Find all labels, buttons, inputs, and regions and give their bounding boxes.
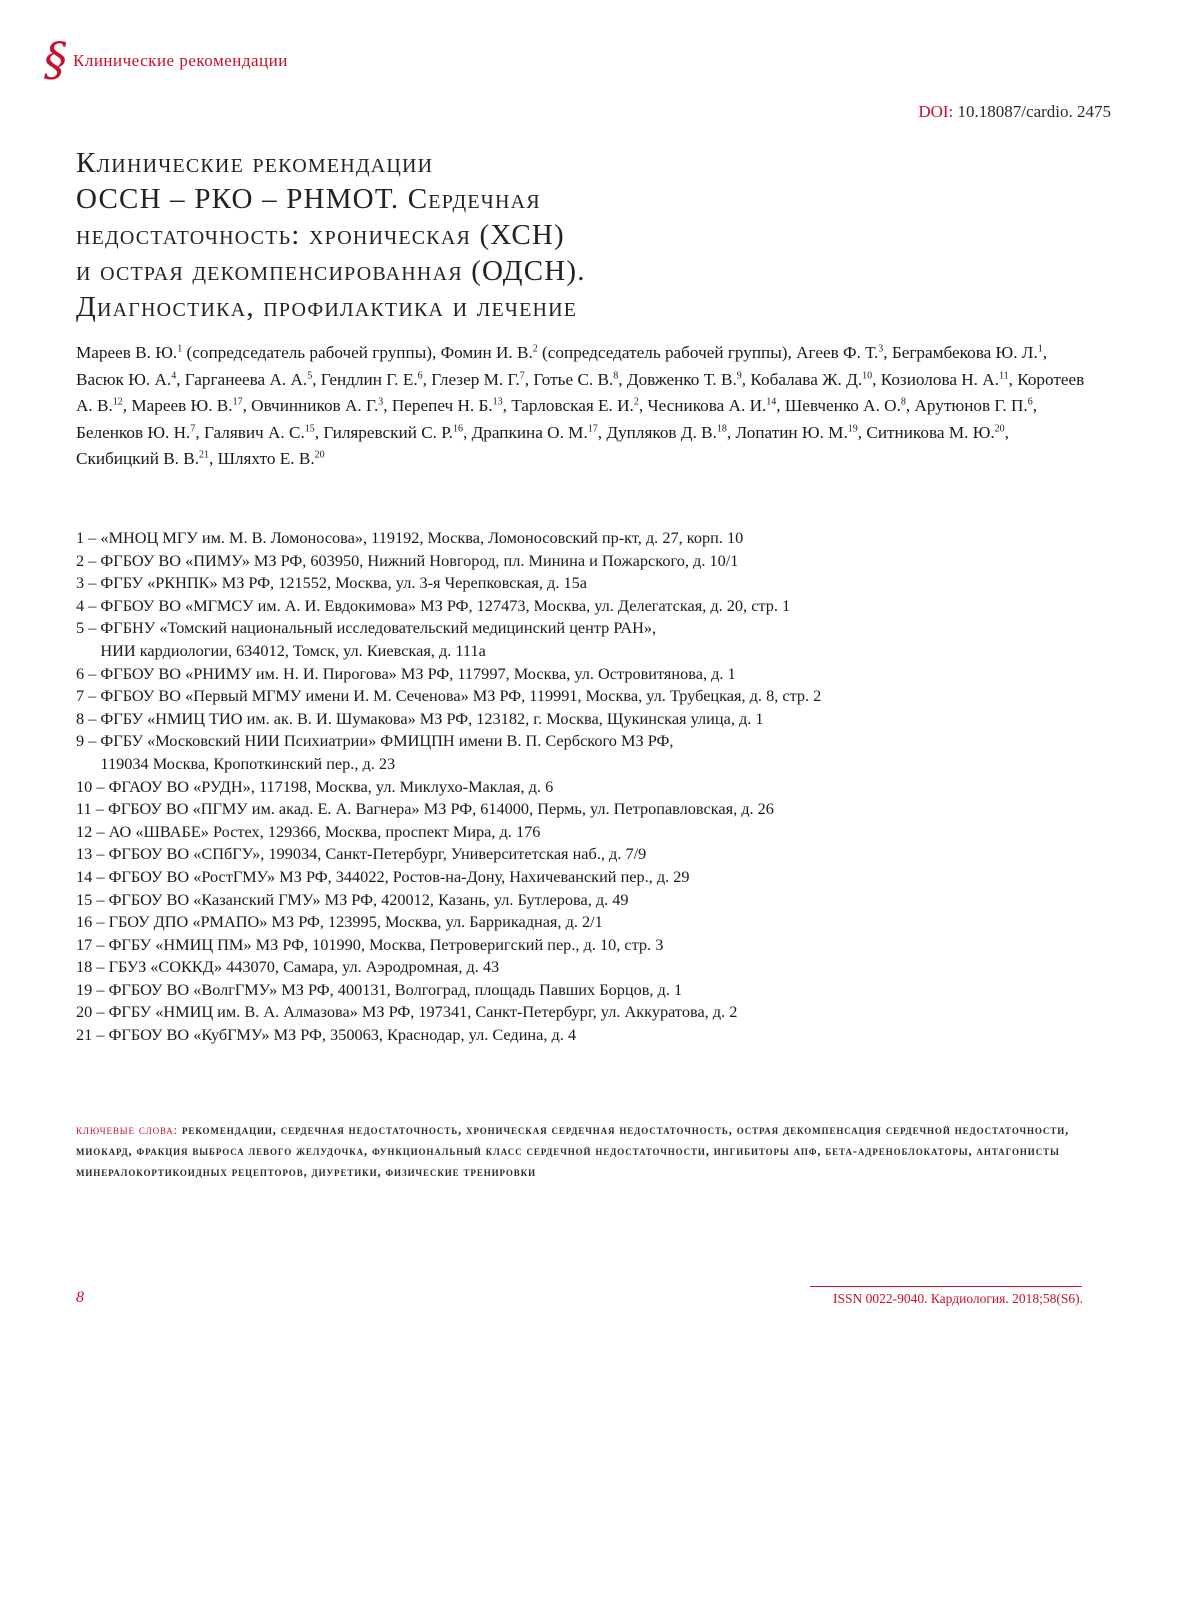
author-affiliation-ref: 3 [378,396,384,408]
author-affiliation-ref: 2 [633,396,639,408]
affiliation-line: ФГБНУ «Томский национальный исследовательский медицинский центр РАН», [100,618,657,638]
affiliation-text [109,956,500,979]
author-list: Мареев В. Ю.$^1$ (сопредседатель рабочей группы), Фомин И. В.$^2$ (сопредседатель рабочей группы), Агеев Ф. Т.$^3$, Беграмбекова Ю. Л.$^1$, Васюк Ю. А.$^4$, Гарганеева А. А.$^5$, Гендлин Г. Е.$^6$, Глезер М. Г.$^7$, Готье С. В.$^8$, Довженко Т. В.$^9$, Кобалава Ж. Д.$^{10}$, Козиолова Н. А.$^{11}$, Коротеев А. В.$^{12}$, Мареев Ю. В.$^{17}$, Овчинников А. Г.$^3$, Перепеч Н. Б.$^{13}$, Тарловская Е. И.$^2$, Чесникова А. И.$^{14}$, Шевченко А. О.$^8$, Арутюнов Г. П.$^6$, Беленков Ю. Н.$^7$, Галявич А. С.$^{15}$, Гиляревский С. Р.$^{16}$, Драпкина О. М.$^{17}$, Дупляков Д. В.$^{18}$, Лопатин Ю. М.$^{19}$, Ситникова М. Ю.$^{20}$, Скибицкий В. В.$^{21}$, Шляхто Е. В.$^{20}$ [76,343,1085,469]
doi-value: 10.18087/cardio. 2475 [957,102,1111,121]
affiliation-item [76,776,1086,799]
author-name: Гиляревский С. Р. [323,422,453,442]
author-name: Перепеч Н. Б. [391,396,493,416]
author-name: Драпкина О. М. [471,422,588,442]
author-affiliation-ref: 14 [766,396,777,408]
author-name: Васюк Ю. А. [76,369,172,389]
affiliation-item [76,911,1086,934]
affiliation-item [76,798,1086,821]
section-header [44,32,288,86]
author-name: Коротеев А. В. [76,369,1085,416]
title-line: Клинические рекомендации [76,147,434,179]
affiliation-number: 1 – [76,528,101,547]
affiliation-text [109,866,690,889]
affiliation-line: ГБУЗ «СОККД» 443070, Самара, ул. Аэродромная, д. 43 [108,957,500,977]
title-line: и острая декомпенсированная (ОДСН). [76,255,586,287]
doi[interactable] [918,102,1111,122]
author-affiliation-ref: 9 [736,369,742,381]
affiliation-number: 17 – [76,934,109,954]
title-line: недостаточность: хроническая (ХСН) [76,219,565,251]
affiliation-line: ФГБОУ ВО «СПбГУ», 199034, Санкт-Петербург, Университетская наб., д. 7/9 [108,844,647,864]
affiliation-text [100,617,656,662]
affiliation-text [109,843,647,866]
affiliation-line: ФГБОУ ВО «РНИМУ им. Н. И. Пирогова» МЗ РФ, 117997, Москва, ул. Островитянова, д. 1 [100,663,736,683]
affiliation-number: 12 – [76,821,109,841]
author-affiliation-ref: 4 [171,369,177,381]
author-name: Шляхто Е. В. [217,449,315,469]
affiliation-text [100,595,790,618]
affiliation-line: ФГАОУ ВО «РУДН», 117198, Москва, ул. Миклухо-Маклая, д. 6 [108,776,554,796]
affiliation-text [109,911,603,934]
author-name: Ситникова М. Ю. [866,422,995,442]
author-affiliation-ref: 7 [190,423,196,435]
affiliation-line: ФГБОУ ВО «РостГМУ» МЗ РФ, 344022, Ростов-на-Дону, Нахичеванский пер., д. 29 [108,866,690,886]
author-affiliation-ref: 15 [304,423,315,435]
author-name: Глезер М. Г. [431,369,520,389]
affiliation-item [76,572,1086,595]
author-affiliation-ref: 5 [307,369,313,381]
affiliation-number: 4 – [76,595,101,615]
author-name: Галявич А. С. [203,422,305,442]
affiliation-item [76,956,1086,979]
affiliation-line: ФГБОУ ВО «Казанский ГМУ» МЗ РФ, 420012, Казань, ул. Бутлерова, д. 49 [108,889,629,909]
affiliation-text [109,1001,738,1024]
affiliation-item [76,685,1086,708]
affiliation-line: ФГБОУ ВО «Первый МГМУ имени И. М. Сеченова» МЗ РФ, 119991, Москва, ул. Трубецкая, д. 8, стр. 2 [100,686,822,706]
author-affiliation-ref: 8 [613,369,619,381]
affiliation-number: 19 – [76,979,109,999]
affiliation-line: ГБОУ ДПО «РМАПО» МЗ РФ, 123995, Москва, ул. Баррикадная, д. 2/1 [108,912,603,932]
affiliation-text [109,821,541,844]
author-affiliation-ref: 11 [999,369,1009,381]
affiliation-line: АО «ШВАБЕ» Ростех, 129366, Москва, проспект Мира, д. 176 [108,821,541,841]
affiliation-item [76,617,1086,662]
author-name: Беленков Ю. Н. [76,422,191,442]
affiliation-text [109,1024,577,1047]
affiliation-text [100,550,738,573]
author-affiliation-ref: 10 [862,369,873,381]
affiliation-number: 16 – [76,912,109,932]
section-sign-icon: § [44,32,67,86]
author-name: Беграмбекова Ю. Л. [891,343,1038,362]
author-affiliation-ref: 17 [587,423,598,435]
affiliation-number: 8 – [76,708,101,728]
author-name: Чесникова А. И. [647,396,767,416]
affiliation-item [76,527,1086,550]
affiliation-number: 3 – [76,573,101,593]
author-name: Мареев В. Ю. [76,343,178,362]
affiliation-line: ФГБОУ ВО «МГМСУ им. А. И. Евдокимова» МЗ РФ, 127473, Москва, ул. Делегатская, д. 20, стр. 1 [100,595,791,615]
affiliation-text [109,776,554,799]
affiliation-text [100,527,743,550]
affiliation-item [76,821,1086,844]
affiliation-line: ФГБУ «РКНПК» МЗ РФ, 121552, Москва, ул. 3-я Черепковская, д. 15а [100,573,587,593]
author-affiliation-ref: 17 [232,396,243,408]
affiliation-number: 9 – [76,731,101,751]
affiliation-item [76,1024,1086,1047]
author-affiliation-ref: 16 [452,423,463,435]
author-affiliation-ref: 1 [1037,343,1043,355]
affiliation-text [100,663,735,686]
page-number: 8 [76,1289,84,1306]
affiliation-line: ФГБУ «Московский НИИ Психиатрии» ФМИЦПН имени В. П. Сербского МЗ РФ, [100,731,674,751]
author-name: Мареев Ю. В. [131,396,233,416]
author-name: Дупляков Д. В. [606,422,717,442]
author-name: Кобалава Ж. Д. [750,369,863,389]
affiliation-number: 10 – [76,776,109,796]
affiliation-number: 6 – [76,663,101,683]
author-name: Скибицкий В. В. [76,449,200,469]
affiliation-item [76,889,1086,912]
author-affiliation-ref: 20 [994,423,1005,435]
journal-reference: ISSN 0022-9040. Кардиология. 2018;58(S6). [832,1291,1083,1306]
author-affiliation-ref: 7 [519,369,525,381]
affiliation-line: ФГБУ «НМИЦ ТИО им. ак. В. И. Шумакова» МЗ РФ, 123182, г. Москва, Щукинская улица, д. 1 [100,708,764,728]
affiliation-item [76,866,1086,889]
author-affiliation-ref: 18 [716,423,727,435]
affiliation-list [76,527,1086,1047]
title-line: ОССН – РКО – РНМОТ. Сердечная [76,183,541,215]
affiliation-text [100,708,763,731]
keywords-text: рекомендации, сердечная недостаточность, хроническая сердечная недостаточность, острая декомпенсация сердечной недостаточности, миокард, фракция выброса левого желудочка, функциональный класс сердечной недостаточности, ингибиторы апф, бета-адреноблокаторы, антагонисты минералокортикоидных рецепторов, диуретики, физические тренировки [76,1123,1070,1179]
article-title [76,145,836,325]
doi-key: DOI: [918,102,954,121]
affiliation-number: 18 – [76,957,109,977]
affiliation-line: ФГБОУ ВО «КубГМУ» МЗ РФ, 350063, Краснодар, ул. Седина, д. 4 [108,1025,577,1045]
affiliation-item [76,843,1086,866]
author-name: Овчинников А. Г. [251,396,379,416]
affiliation-number: 11 – [76,799,108,819]
author-affiliation-ref: 1 [177,343,183,355]
affiliation-text [109,889,629,912]
affiliation-number: 7 – [76,686,101,706]
affiliation-line: ФГБУ «НМИЦ ПМ» МЗ РФ, 101990, Москва, Петроверигский пер., д. 10, стр. 3 [108,934,664,954]
affiliation-line: ФГБОУ ВО «ВолгГМУ» МЗ РФ, 400131, Волгоград, площадь Павших Борцов, д. 1 [108,979,683,999]
keywords-label: ключевые слова: [76,1123,179,1137]
title-line: Диагностика, профилактика и лечение [76,291,578,323]
author-role: (сопредседатель рабочей группы) [182,343,432,362]
author-role: (сопредседатель рабочей группы) [537,343,788,362]
affiliation-text [100,572,587,595]
affiliation-line: ФГБОУ ВО «ПИМУ» МЗ РФ, 603950, Нижний Новгород, пл. Минина и Пожарского, д. 10/1 [100,550,739,570]
affiliation-text [100,730,673,775]
affiliation-item [76,550,1086,573]
affiliation-number: 5 – [76,618,101,638]
affiliation-number: 13 – [76,844,109,864]
keywords [76,1120,1086,1183]
author-name: Лопатин Ю. М. [735,422,848,442]
affiliation-line: «МНОЦ МГУ им. М. В. Ломоносова», 119192, Москва, Ломоносовский пр-кт, д. 27, корп. 10 [100,528,744,547]
author-affiliation-ref: 13 [492,396,503,408]
affiliation-number: 21 – [76,1025,109,1045]
affiliation-item [76,663,1086,686]
affiliation-line: 119034 Москва, Кропоткинский пер., д. 23 [100,753,396,773]
author-name: Готье С. В. [533,369,614,389]
affiliation-text [100,685,821,708]
affiliation-line: ФГБУ «НМИЦ им. В. А. Алмазова» МЗ РФ, 197341, Санкт-Петербург, ул. Аккуратова, д. 2 [108,1002,738,1022]
affiliation-item [76,934,1086,957]
affiliation-number: 14 – [76,866,109,886]
author-name: Агеев Ф. Т. [796,343,879,362]
affiliation-item [76,979,1086,1002]
affiliation-number: 15 – [76,889,109,909]
author-affiliation-ref: 12 [112,396,123,408]
affiliation-text [109,934,664,957]
author-name: Гендлин Г. Е. [320,369,418,389]
author-affiliation-ref: 6 [1027,396,1033,408]
author-name: Гарганеева А. А. [184,369,308,389]
affiliation-line: НИИ кардиологии, 634012, Томск, ул. Киевская, д. 111а [100,640,486,660]
affiliation-number: 2 – [76,550,101,570]
author-affiliation-ref: 2 [532,343,538,355]
affiliation-number: 20 – [76,1002,109,1022]
author-affiliation-ref: 20 [314,449,325,461]
affiliation-item [76,708,1086,731]
author-name: Довженко Т. В. [626,369,737,389]
author-affiliation-ref: 21 [199,449,210,461]
footer-divider [810,1286,1082,1287]
section-label: Клинические рекомендации [73,51,288,70]
author-name: Фомин И. В. [440,343,533,362]
affiliation-line: ФГБОУ ВО «ПГМУ им. акад. Е. А. Вагнера» МЗ РФ, 614000, Пермь, ул. Петропавловская, д. 26 [107,799,774,819]
author-name: Козиолова Н. А. [880,369,999,389]
affiliation-item [76,595,1086,618]
affiliation-text [109,979,683,1002]
author-affiliation-ref: 19 [847,423,858,435]
author-name: Арутюнов Г. П. [914,396,1028,416]
author-affiliation-ref: 8 [900,396,906,408]
affiliation-item [76,730,1086,775]
author-affiliation-ref: 6 [417,369,423,381]
author-name: Тарловская Е. И. [511,396,634,416]
author-name: Шевченко А. О. [784,396,901,416]
author-affiliation-ref: 3 [878,343,884,355]
affiliation-text [108,798,774,821]
affiliation-item [76,1001,1086,1024]
